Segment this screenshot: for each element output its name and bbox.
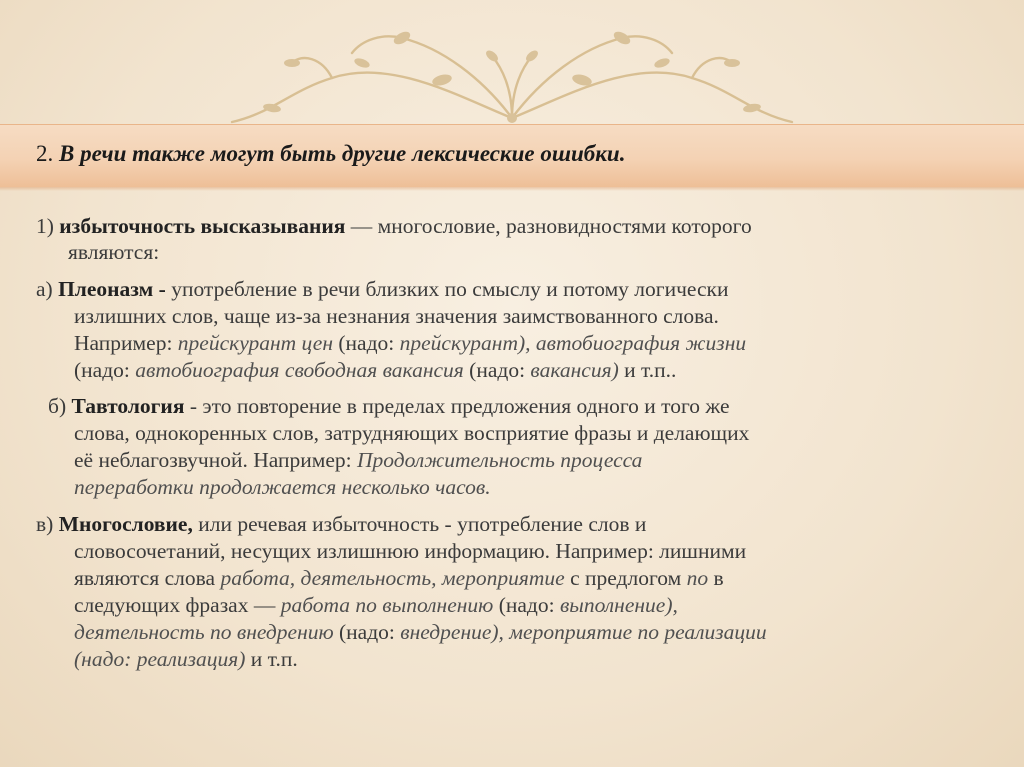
pleonasm-term: Плеоназм -: [58, 277, 166, 301]
tautology-line-4: переработки продолжается несколько часов.: [74, 475, 491, 499]
pleonasm-line-4: [74, 358, 676, 383]
pleonasm-l4-mid: (надо:: [463, 358, 531, 382]
verbosity-l5-mid: (надо:: [333, 620, 401, 644]
pleonasm-example-1: прейскурант цен: [177, 331, 334, 355]
pleonasm-example-intro: Например:: [74, 331, 178, 355]
excess-text: — многословие, разновидностями которого: [345, 214, 752, 238]
verbosity-line-6: [74, 647, 298, 672]
title-number: 2.: [36, 141, 54, 166]
verbosity-l3-prefix: являются слова: [74, 566, 221, 590]
pleonasm-line-2: излишних слов, чаще из-за незнания значения заимствованного слова.: [74, 304, 719, 328]
verbosity-l3-po: по: [686, 566, 709, 590]
pleonasm-line-3: [74, 331, 746, 356]
excess-line-1: [36, 214, 752, 239]
pleonasm-example-3: автобиография свободная вакансия: [135, 358, 464, 382]
verbosity-term: Многословие,: [58, 512, 193, 536]
tautology-term: Тавтология: [71, 394, 185, 418]
tautology-example-1: Продолжительность процесса: [357, 448, 643, 472]
title-text: В речи также могут быть другие лексические ошибки.: [59, 141, 626, 166]
tautology-line-2: слова, однокоренных слов, затрудняющих восприятие фразы и делающих: [74, 421, 750, 445]
verbosity-line-3: [74, 566, 724, 591]
pleonasm-example-2-prefix: (надо:: [333, 331, 400, 355]
verbosity-l4-prefix: следующих фразах —: [74, 593, 281, 617]
verbosity-line-2: словосочетаний, несущих излишнюю информацию. Например: лишними: [74, 539, 747, 563]
verbosity-line-5: [74, 620, 767, 645]
verbosity-l4-example-2: выполнение),: [559, 593, 678, 617]
excess-prefix: 1): [36, 214, 60, 238]
verbosity-l4-example: работа по выполнению: [280, 593, 494, 617]
verbosity-l5-example: деятельность по внедрению: [74, 620, 334, 644]
pleonasm-example-2: прейскурант), автобиография жизни: [399, 331, 747, 355]
tautology-l3-prefix: её неблагозвучной. Например:: [74, 448, 357, 472]
verbosity-l3-end: в: [708, 566, 724, 590]
verbosity-l6-end: и т.п.: [245, 647, 298, 671]
tautology-line-1: [48, 394, 730, 419]
excess-line-2: являются:: [68, 240, 160, 264]
verbosity-text: или речевая избыточность - употребление слов и: [192, 512, 647, 536]
pleonasm-l4-prefix: (надо:: [74, 358, 136, 382]
pleonasm-line-1: [36, 277, 729, 302]
tautology-line-3: [74, 448, 642, 473]
excess-term: избыточность высказывания: [59, 214, 346, 238]
floral-ornament-icon: [212, 18, 812, 128]
verbosity-line-4: [74, 593, 678, 618]
verbosity-l5-example-2: внедрение), мероприятие по реализации: [400, 620, 767, 644]
pleonasm-l4-end: и т.п..: [618, 358, 677, 382]
pleonasm-text: употребление в речи близких по смыслу и потому логически: [165, 277, 729, 301]
verbosity-l3-mid: с предлогом: [564, 566, 687, 590]
pleonasm-prefix: а): [36, 277, 59, 301]
verbosity-prefix: в): [36, 512, 59, 536]
verbosity-l6-example: (надо: реализация): [74, 647, 246, 671]
tautology-prefix: б): [48, 394, 72, 418]
verbosity-l3-example: работа, деятельность, мероприятие: [220, 566, 565, 590]
slide-title: [36, 141, 625, 167]
verbosity-line-1: [36, 512, 646, 537]
tautology-text: - это повторение в пределах предложения одного и того же: [184, 394, 730, 418]
pleonasm-example-4: вакансия): [530, 358, 619, 382]
verbosity-l4-mid: (надо:: [493, 593, 560, 617]
